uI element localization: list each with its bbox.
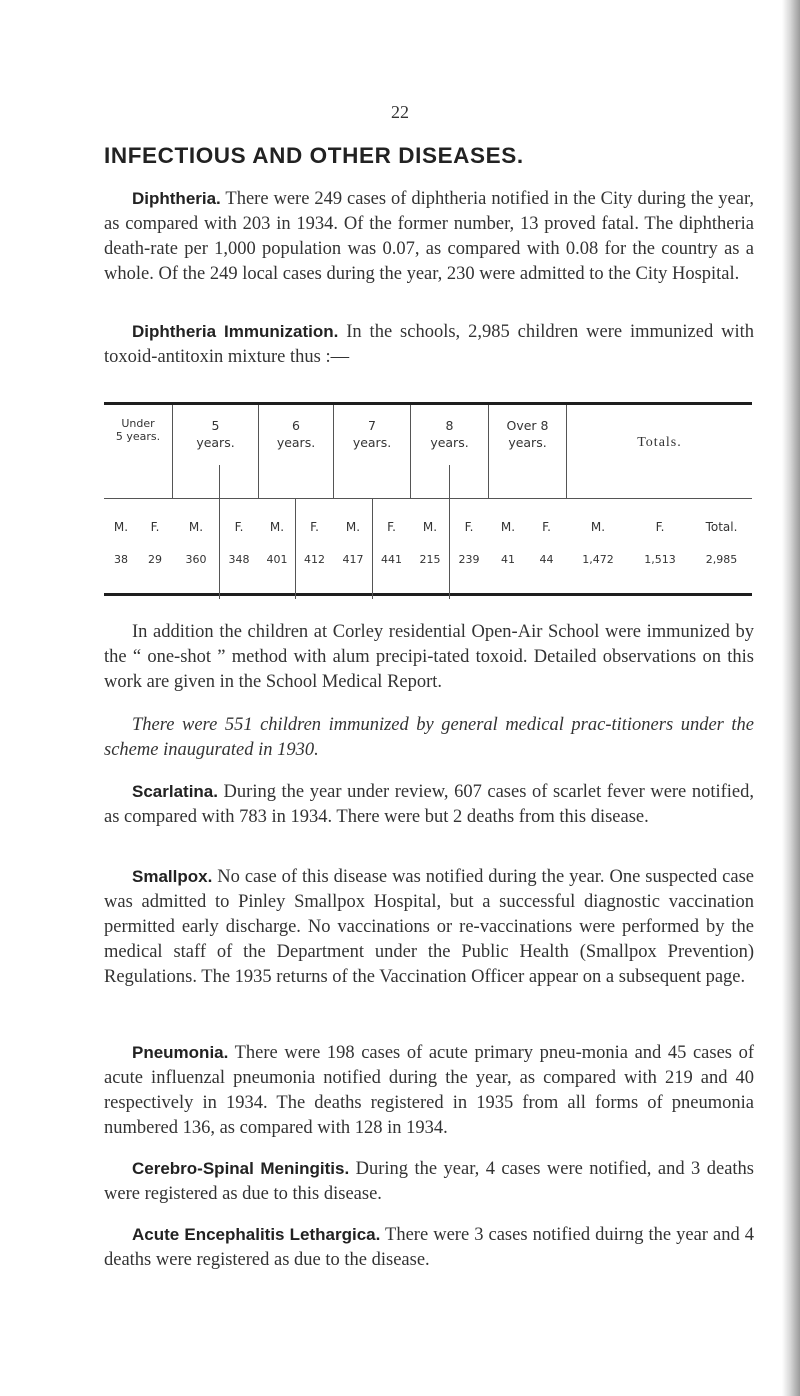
- paragraph-scarlatina: [104, 779, 754, 830]
- heading-smallpox: Smallpox.: [132, 867, 213, 886]
- page-number: 22: [391, 102, 409, 122]
- heading-immunization: Diphtheria Immunization.: [132, 322, 339, 341]
- value-cell: 1,472: [582, 553, 614, 566]
- paragraph-meningitis: [104, 1156, 754, 1207]
- subheader-cell: F.: [655, 520, 665, 534]
- paragraph-pneumonia: [104, 1040, 754, 1141]
- value-cell: 360: [185, 553, 207, 566]
- table-divider: [566, 405, 567, 499]
- value-cell: 401: [266, 553, 288, 566]
- heading-pneumonia: Pneumonia.: [132, 1043, 229, 1062]
- group-label: Over 8 years.: [506, 418, 549, 450]
- text-smallpox: No case of this disease was notified during the year. One suspected case was admitted to Pinley Smallpox Hospital, but a successful diagnostic vaccination permitted early discharge. No vaccinations or re-vaccinations were performed by the medical staff of the Department under the Public Health (Smallpox Prevention) Regulations. The 1935 returns of the Vaccination Officer appear on a subsequent page.: [104, 867, 754, 987]
- value-cell: 215: [419, 553, 441, 566]
- value-cell: 38: [114, 553, 128, 566]
- value-cell: 441: [381, 553, 402, 566]
- heading-meningitis: Cerebro-Spinal Meningitis.: [132, 1159, 350, 1178]
- subheader-cell: M.: [345, 520, 361, 534]
- subheader-cell: Total.: [705, 520, 738, 534]
- text-diphtheria: There were 249 cases of diphtheria notified in the City during the year, as compared with 203 in 1934. Of the former number, 13 proved fatal. The diphtheria death-rate per 1,000 population was 0.07, as compared with 0.08 for the country as a whole. Of the 249 local cases during the year, 230 were admitted to the City Hospital.: [104, 189, 754, 284]
- heading-scarlatina: Scarlatina.: [132, 782, 218, 801]
- paragraph-corley: In addition the children at Corley residential Open-Air School were immunized by the “ one-shot ” method with alum precipi-tated toxoid. Detailed observations on this work are given in the School Medical Report.: [104, 622, 754, 692]
- heading-diphtheria: Diphtheria.: [132, 189, 221, 208]
- subheader-cell: F.: [542, 520, 551, 534]
- group-label: 8 years.: [430, 418, 469, 450]
- subheader-cell: F.: [464, 520, 474, 534]
- paragraph-practitioners: There were 551 children immunized by general medical prac-titioners under the scheme inaugurated in 1930.: [104, 715, 754, 760]
- value-cell: 2,985: [705, 553, 738, 566]
- text-scarlatina: During the year under review, 607 cases of scarlet fever were notified, as compared with 783 in 1934. There were but 2 deaths from this disease.: [104, 782, 754, 827]
- heading-encephalitis: Acute Encephalitis Lethargica.: [132, 1225, 381, 1244]
- paragraph-immunization: [104, 319, 754, 370]
- text-pneumonia: There were 198 cases of acute primary pneu-monia and 45 cases of acute influenzal pneumonia notified during the year, as compared with 219 and 40 respectively in 1934. The deaths registered in 1935 from all forms of pneumonia numbered 136, as compared with 128 in 1934.: [104, 1043, 754, 1138]
- subheader-cell: M.: [269, 520, 285, 534]
- subheader-cell: M.: [500, 520, 516, 534]
- value-cell: 41: [501, 553, 515, 566]
- page-edge-shadow: [782, 0, 800, 1396]
- text-meningitis: During the year, 4 cases were notified, and 3 deaths were registered as due to this disease.: [104, 1159, 754, 1204]
- value-cell: 348: [228, 553, 250, 566]
- subheader-cell: M.: [590, 520, 606, 534]
- table-inner-divider: [295, 499, 296, 599]
- subheader-cell: F.: [310, 520, 319, 534]
- subheader-cell: F.: [150, 520, 160, 534]
- table-inner-divider: [372, 499, 373, 599]
- value-cell: 412: [304, 553, 325, 566]
- subheader-cell: F.: [234, 520, 244, 534]
- totals-label: Totals.: [637, 435, 682, 450]
- table-header-rule: [104, 498, 752, 499]
- subheader-cell: M.: [188, 520, 204, 534]
- text-immunization: In the schools, 2,985 children were immunized with toxoid-antitoxin mixture thus :—: [104, 322, 754, 367]
- group-label: 6 years.: [276, 418, 316, 450]
- paragraph-diphtheria: [104, 186, 754, 287]
- subheader-cell: F.: [387, 520, 396, 534]
- paragraph-encephalitis: [104, 1222, 754, 1273]
- value-cell: 239: [458, 553, 480, 566]
- subheader-cell: M.: [113, 520, 129, 534]
- value-cell: 44: [539, 553, 554, 566]
- group-label: 5 years.: [196, 418, 235, 450]
- group-label: 7 years.: [352, 418, 392, 450]
- page-title: INFECTIOUS AND OTHER DISEASES.: [104, 143, 524, 168]
- immunization-table: [104, 402, 752, 596]
- subheader-cell: M.: [422, 520, 438, 534]
- value-cell: 29: [148, 553, 162, 566]
- value-cell: 1,513: [644, 553, 676, 566]
- value-cell: 417: [342, 553, 364, 566]
- paragraph-smallpox: [104, 864, 754, 990]
- text-encephalitis: There were 3 cases notified duirng the year and 4 deaths were registered as due to the disease.: [104, 1225, 754, 1270]
- group-label: Under 5 years.: [115, 417, 161, 443]
